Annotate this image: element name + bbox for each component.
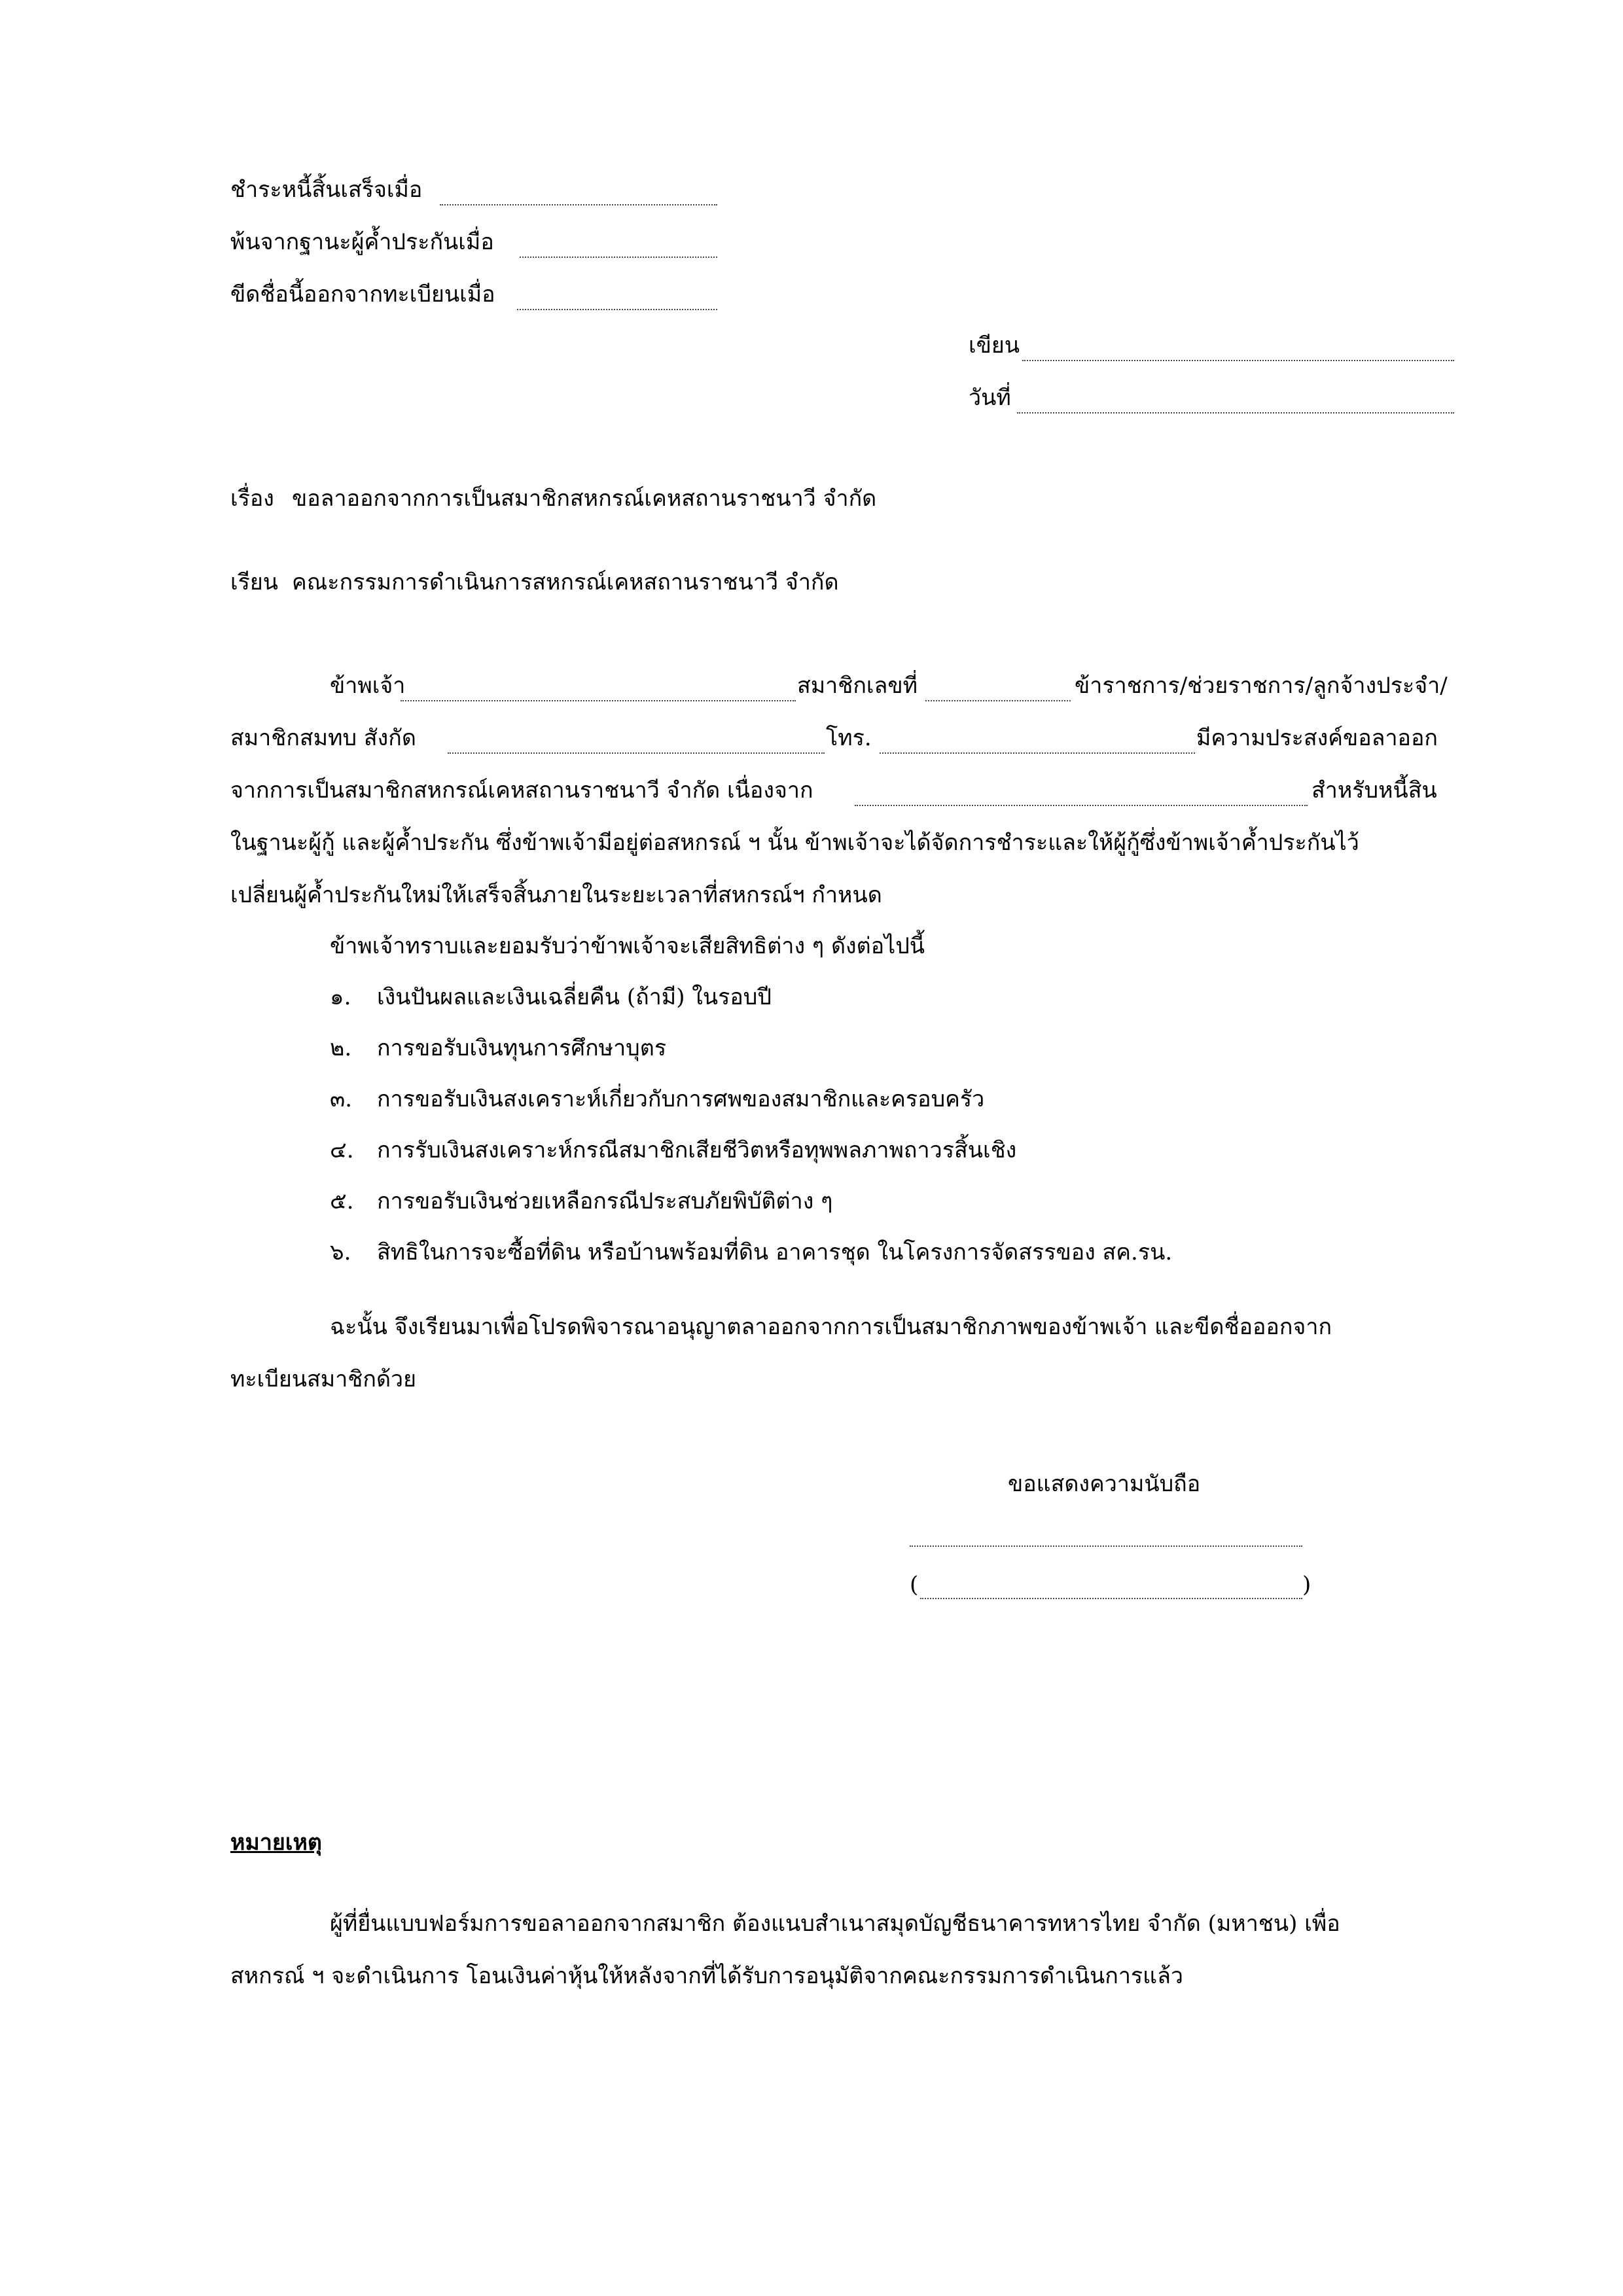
name-field[interactable] [401,700,796,701]
rights-item-text: การขอรับเงินสงเคราะห์เกี่ยวกับการศพของสมาชิกและครอบครัว [377,1086,985,1112]
rights-item-text: เงินปันผลและเงินเฉลี่ยคืน (ถ้ามี) ในรอบปี [377,984,772,1010]
body-l4: ในฐานะผู้กู้ และผู้ค้ำประกัน ซึ่งข้าพเจ้ามีอยู่ต่อสหกรณ์ ฯ นั้น ข้าพเจ้าจะได้จัดการชำระและให้ผู้กู้ซึ่งข้าพเจ้าค้ำประกันไว้ [230,830,1359,856]
subject-label: เรื่อง [230,486,274,512]
closing-l1: ฉะนั้น จึงเรียนมาเพื่อโปรดพิจารณาอนุญาตลาออกจากการเป็นสมาชิกภาพของข้าพเจ้า และขีดชื่อออกจาก [330,1314,1332,1340]
written-at-label: เขียน [969,332,1020,359]
removed-field[interactable] [517,309,717,310]
closing-l2: ทะเบียนสมาชิกด้วย [230,1366,417,1392]
printed-name-field[interactable] [920,1598,1302,1599]
body-l3-a: จากการเป็นสมาชิกสหกรณ์เคหสถานราชนาวี จำกัด เนื่องจาก [230,777,813,804]
regards-text: ขอแสดงความนับถือ [1008,1471,1201,1497]
guarantor-released-field[interactable] [520,256,717,258]
rights-item-text: สิทธิในการจะซื้อที่ดิน หรือบ้านพร้อมที่ดิน อาคารชุด ในโครงการจัดสรรของ สค.รน. [377,1239,1173,1265]
rights-item-number: ๖. [330,1239,351,1265]
note-l1: ผู้ที่ยื่นแบบฟอร์มการขอลาออกจากสมาชิก ต้องแนบสำเนาสมุดบัญชีธนาคารทหารไทย จำกัด (มหาชน) เพื่อ [330,1911,1340,1937]
body-l6: ข้าพเจ้าทราบและยอมรับว่าข้าพเจ้าจะเสียสิทธิต่าง ๆ ดังต่อไปนี้ [330,933,925,959]
reason-field[interactable] [855,805,1308,806]
rights-item-number: ๕. [330,1188,354,1214]
phone-field[interactable] [880,752,1195,754]
debt-cleared-label: ชำระหนี้สิ้นเสร็จเมื่อ [230,177,423,203]
body-l2-b: โทร. [826,725,872,751]
member-number-field[interactable] [925,700,1071,701]
debt-cleared-field[interactable] [440,204,717,205]
date-label: วันที่ [969,385,1011,411]
note-title: หมายเหตุ [230,1829,322,1856]
paren-close: ) [1302,1572,1311,1598]
rights-item-number: ๔. [330,1137,354,1163]
rights-item-number: ๒. [330,1035,352,1061]
rights-item-text: การขอรับเงินช่วยเหลือกรณีประสบภัยพิบัติต่าง ๆ [377,1188,833,1214]
subject-text: ขอลาออกจากการเป็นสมาชิกสหกรณ์เคหสถานราชนาวี จำกัด [292,486,877,512]
removed-label: ขีดชื่อนี้ออกจากทะเบียนเมื่อ [230,281,495,308]
body-l1-c: ข้าราชการ/ช่วยราชการ/ลูกจ้างประจำ/ [1075,673,1448,699]
signature-field[interactable] [910,1545,1302,1547]
body-l1-a: ข้าพเจ้า [330,673,406,699]
body-l3-b: สำหรับหนี้สิน [1311,777,1437,804]
date-field[interactable] [1017,412,1454,414]
rights-item-number: ๓. [330,1086,353,1112]
guarantor-released-label: พ้นจากฐานะผู้ค้ำประกันเมื่อ [230,229,494,255]
paren-open: ( [910,1572,919,1598]
body-l1-b: สมาชิกเลขที่ [797,673,918,699]
rights-item-number: ๑. [330,984,351,1010]
body-l2-a: สมาชิกสมทบ สังกัด [230,725,416,751]
body-l5: เปลี่ยนผู้ค้ำประกันใหม่ให้เสร็จสิ้นภายในระยะเวลาที่สหกรณ์ฯ กำหนด [230,882,882,908]
affiliation-field[interactable] [448,752,825,754]
recipient-text: คณะกรรมการดำเนินการสหกรณ์เคหสถานราชนาวี จำกัด [292,569,839,595]
recipient-label: เรียน [230,569,279,595]
rights-item-text: การขอรับเงินทุนการศึกษาบุตร [377,1035,667,1061]
rights-item-text: การรับเงินสงเคราะห์กรณีสมาชิกเสียชีวิตหรือทุพพลภาพถาวรสิ้นเชิง [377,1137,1017,1163]
written-at-field[interactable] [1022,360,1454,361]
note-l2: สหกรณ์ ฯ จะดำเนินการ โอนเงินค่าหุ้นให้หลังจากที่ได้รับการอนุมัติจากคณะกรรมการดำเนินการแล้ว [230,1963,1184,1989]
body-l2-c: มีความประสงค์ขอลาออก [1196,725,1438,751]
